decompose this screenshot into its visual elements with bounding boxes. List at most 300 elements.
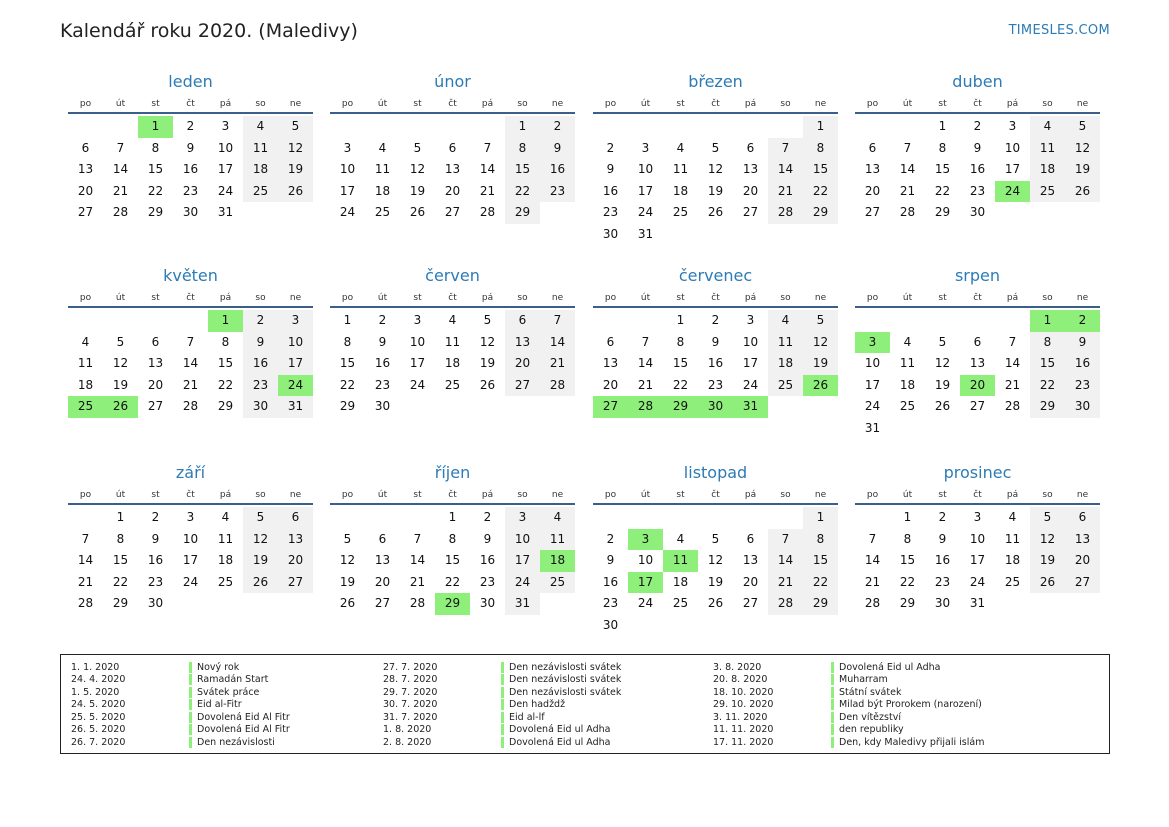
day-cell: 8: [116, 531, 125, 546]
day-cell: 18: [672, 183, 689, 198]
day-cell: 10: [637, 553, 654, 567]
month-listopad: [593, 461, 838, 636]
holiday-date: 31. 7. 2020: [383, 711, 438, 723]
day-cell: 10: [339, 162, 356, 176]
day-cell: 28: [899, 205, 916, 219]
day-cell: 13: [1065, 529, 1100, 551]
day-cell: 11: [768, 332, 803, 354]
day-cell: 3: [278, 310, 313, 332]
day-cell: 4: [676, 531, 685, 546]
month-name: duben: [952, 72, 1003, 91]
day-cell: 7: [868, 531, 877, 546]
legend-row: [373, 661, 621, 674]
day-cell: 23: [707, 377, 724, 392]
holiday-date: 17. 11. 2020: [713, 736, 774, 748]
day-cell: 16: [479, 553, 496, 567]
weekday-label: pá: [219, 490, 232, 500]
weekday-label: ne: [289, 99, 302, 109]
day-cell: 18: [899, 377, 916, 392]
holiday-date: 26. 7. 2020: [71, 736, 126, 748]
day-cell: 1: [138, 116, 173, 138]
day-cell: 26: [1030, 572, 1065, 594]
weekday-header: [68, 485, 313, 505]
day-cell: 5: [278, 116, 313, 138]
weekday-label: pá: [481, 293, 494, 303]
day-grid: [330, 308, 575, 418]
day-cell: 29: [505, 202, 540, 224]
day-cell: 2: [711, 313, 720, 327]
weekday-label: po: [604, 99, 617, 109]
day-cell: 7: [186, 334, 195, 349]
day-cell: 18: [1004, 553, 1021, 567]
day-cell: 28: [628, 396, 663, 418]
day-cell: 30: [147, 596, 164, 610]
day-cell: 23: [540, 181, 575, 203]
holiday-name: Muharram: [839, 674, 888, 686]
day-cell: 11: [374, 162, 391, 176]
day-cell: 16: [602, 183, 619, 198]
day-cell: 17: [969, 553, 986, 567]
day-cell: 13: [864, 162, 881, 176]
day-cell: 26: [278, 181, 313, 203]
day-cell: 20: [1065, 550, 1100, 572]
day-cell: 13: [742, 162, 759, 176]
day-cell: 12: [409, 162, 426, 176]
day-cell: 25: [768, 375, 803, 397]
day-cell: 7: [903, 140, 912, 155]
day-cell: 17: [409, 356, 426, 370]
holiday-marker: [831, 674, 834, 685]
day-cell: 4: [221, 510, 230, 524]
weekday-label: pá: [219, 99, 232, 109]
day-cell: 16: [602, 574, 619, 589]
empty-cell: [365, 507, 400, 529]
day-cell: 29: [435, 593, 470, 615]
day-cell: 31: [217, 205, 234, 219]
weekday-label: st: [938, 99, 947, 109]
holiday-date: 26. 5. 2020: [71, 724, 126, 736]
day-cell: 3: [505, 507, 540, 529]
day-cell: 12: [934, 356, 951, 370]
weekday-label: st: [413, 293, 422, 303]
month-name: prosinec: [943, 463, 1012, 482]
day-cell: 21: [479, 183, 496, 198]
day-cell: 17: [637, 183, 654, 198]
holiday-marker: [501, 662, 504, 673]
day-cell: 19: [409, 183, 426, 198]
weekday-label: út: [902, 293, 913, 303]
holiday-date: 2. 8. 2020: [383, 736, 432, 748]
holiday-date: 1. 5. 2020: [71, 686, 120, 698]
day-cell: 13: [77, 162, 94, 176]
weekday-label: pá: [744, 99, 757, 109]
day-cell: 23: [182, 183, 199, 198]
day-cell: 5: [343, 531, 352, 546]
weekday-label: ne: [814, 99, 827, 109]
day-cell: 8: [448, 531, 457, 546]
day-cell: 15: [899, 553, 916, 567]
holiday-marker: [189, 687, 192, 698]
day-cell: 25: [1004, 574, 1021, 589]
day-cell: 9: [186, 140, 195, 155]
holiday-date: 1. 8. 2020: [383, 724, 432, 736]
day-cell: 16: [707, 356, 724, 370]
legend-row: [703, 661, 984, 674]
weekday-label: pá: [219, 293, 232, 303]
month-name: červen: [425, 266, 480, 285]
day-cell: 5: [711, 531, 720, 546]
holiday-marker: [501, 724, 504, 735]
day-cell: 24: [409, 377, 426, 392]
day-cell: 20: [505, 353, 540, 375]
weekday-label: so: [517, 490, 528, 500]
day-cell: 17: [217, 162, 234, 176]
day-cell: 13: [444, 162, 461, 176]
day-cell: 24: [637, 596, 654, 610]
weekday-label: st: [151, 99, 160, 109]
holiday-name: Svátek práce: [197, 686, 260, 698]
day-grid: [330, 114, 575, 224]
day-cell: 12: [243, 529, 278, 551]
empty-cell: [768, 116, 803, 138]
day-cell: 3: [186, 510, 195, 524]
weekday-label: út: [115, 293, 126, 303]
day-cell: 27: [742, 596, 759, 610]
weekday-label: po: [79, 490, 92, 500]
month-září: [68, 461, 313, 615]
legend-row: [703, 736, 984, 749]
day-cell: 15: [505, 159, 540, 181]
weekday-label: so: [517, 293, 528, 303]
weekday-header: [330, 288, 575, 308]
holiday-name: Státní svátek: [839, 686, 902, 698]
day-cell: 29: [147, 205, 164, 219]
day-cell: 24: [339, 205, 356, 219]
day-cell: 21: [1004, 377, 1021, 392]
legend-row: [61, 736, 290, 749]
day-cell: 30: [602, 617, 619, 632]
weekday-header: [593, 485, 838, 505]
weekday-label: po: [866, 490, 879, 500]
holiday-name: den republiky: [839, 724, 904, 736]
weekday-label: ne: [551, 99, 564, 109]
empty-cell: [890, 310, 925, 332]
day-cell: 18: [672, 574, 689, 589]
day-cell: 17: [1004, 162, 1021, 176]
day-cell: 27: [969, 399, 986, 413]
day-cell: 24: [278, 375, 313, 397]
month-name: únor: [434, 72, 471, 91]
empty-cell: [663, 507, 698, 529]
day-cell: 16: [934, 553, 951, 567]
weekday-label: ne: [814, 490, 827, 500]
day-cell: 26: [103, 396, 138, 418]
holiday-name: Den vítězství: [839, 711, 901, 723]
legend-column: [703, 661, 984, 749]
day-cell: 25: [374, 205, 391, 219]
day-cell: 6: [973, 334, 982, 349]
day-cell: 12: [707, 553, 724, 567]
day-cell: 21: [899, 183, 916, 198]
day-cell: 20: [77, 183, 94, 198]
day-cell: 20: [742, 574, 759, 589]
day-cell: 12: [1065, 138, 1100, 160]
day-cell: 12: [112, 356, 129, 370]
day-cell: 22: [672, 377, 689, 392]
empty-cell: [593, 507, 628, 529]
day-cell: 12: [479, 334, 496, 349]
month-únor: [330, 70, 575, 224]
day-cell: 10: [217, 140, 234, 155]
day-cell: 15: [934, 162, 951, 176]
day-cell: 15: [672, 356, 689, 370]
day-cell: 28: [112, 205, 129, 219]
weekday-label: po: [604, 490, 617, 500]
day-cell: 2: [186, 119, 195, 133]
day-cell: 7: [413, 531, 422, 546]
weekday-label: pá: [481, 99, 494, 109]
day-cell: 28: [768, 202, 803, 224]
empty-cell: [365, 116, 400, 138]
day-cell: 16: [969, 162, 986, 176]
day-cell: 25: [444, 377, 461, 392]
day-cell: 30: [969, 205, 986, 219]
empty-cell: [330, 116, 365, 138]
day-cell: 12: [707, 162, 724, 176]
day-cell: 31: [637, 226, 654, 241]
holiday-date: 30. 7. 2020: [383, 699, 438, 711]
day-cell: 29: [112, 596, 129, 610]
day-cell: 30: [374, 399, 391, 413]
weekday-header: [68, 94, 313, 114]
day-cell: 14: [77, 553, 94, 567]
day-cell: 6: [746, 140, 755, 155]
weekday-label: st: [413, 490, 422, 500]
day-cell: 3: [413, 313, 422, 327]
day-cell: 1: [505, 116, 540, 138]
day-cell: 1: [1030, 310, 1065, 332]
day-cell: 28: [479, 205, 496, 219]
page-title: Kalendář roku 2020. (Maledivy): [60, 20, 358, 42]
day-cell: 15: [217, 356, 234, 370]
day-cell: 23: [969, 183, 986, 198]
weekday-label: po: [341, 490, 354, 500]
day-cell: 8: [151, 140, 160, 155]
holiday-name: Eid al-Fitr: [197, 699, 242, 711]
day-cell: 12: [1030, 529, 1065, 551]
weekday-label: ne: [551, 490, 564, 500]
day-cell: 2: [606, 140, 615, 155]
weekday-label: čt: [186, 293, 195, 303]
day-cell: 22: [444, 574, 461, 589]
day-cell: 17: [742, 356, 759, 370]
day-cell: 20: [444, 183, 461, 198]
month-name: září: [175, 463, 206, 482]
day-cell: 4: [1030, 116, 1065, 138]
day-cell: 3: [641, 140, 650, 155]
day-cell: 9: [973, 140, 982, 155]
day-cell: 19: [243, 550, 278, 572]
day-cell: 28: [409, 596, 426, 610]
holiday-name: Dovolená Eid ul Adha: [509, 736, 611, 748]
empty-cell: [68, 310, 103, 332]
holiday-date: 3. 8. 2020: [713, 661, 762, 673]
day-cell: 2: [378, 313, 387, 327]
day-cell: 7: [768, 529, 803, 551]
day-cell: 19: [479, 356, 496, 370]
holiday-marker: [831, 699, 834, 710]
day-cell: 5: [1030, 507, 1065, 529]
site-link[interactable]: TIMESLES.COM: [1008, 23, 1110, 38]
day-cell: 3: [855, 332, 890, 354]
day-cell: 2: [151, 510, 160, 524]
day-cell: 23: [1065, 375, 1100, 397]
empty-cell: [593, 116, 628, 138]
day-cell: 8: [505, 138, 540, 160]
legend-row: [61, 661, 290, 674]
weekday-label: ne: [1076, 293, 1089, 303]
month-name: listopad: [683, 463, 748, 482]
day-cell: 10: [1004, 140, 1021, 155]
day-cell: 21: [540, 353, 575, 375]
legend-column: [61, 661, 290, 749]
holiday-marker: [501, 737, 504, 748]
day-cell: 8: [938, 140, 947, 155]
empty-cell: [855, 507, 890, 529]
weekday-label: út: [902, 99, 913, 109]
day-cell: 4: [243, 116, 278, 138]
day-cell: 4: [903, 334, 912, 349]
day-cell: 28: [182, 399, 199, 413]
month-duben: [855, 70, 1100, 224]
day-cell: 1: [676, 313, 685, 327]
day-cell: 7: [483, 140, 492, 155]
day-cell: 15: [1030, 353, 1065, 375]
weekday-label: út: [377, 490, 388, 500]
day-cell: 13: [505, 332, 540, 354]
holiday-marker: [189, 662, 192, 673]
day-cell: 3: [628, 529, 663, 551]
holiday-name: Dovolená Eid Al Fitr: [197, 711, 290, 723]
day-cell: 5: [483, 313, 492, 327]
day-cell: 18: [217, 553, 234, 567]
day-cell: 19: [1065, 159, 1100, 181]
day-cell: 28: [77, 596, 94, 610]
legend-row: [61, 711, 290, 724]
weekday-label: st: [938, 293, 947, 303]
day-cell: 16: [540, 159, 575, 181]
weekday-label: čt: [448, 490, 457, 500]
day-cell: 20: [374, 574, 391, 589]
empty-cell: [400, 507, 435, 529]
day-cell: 13: [147, 356, 164, 370]
weekday-label: so: [255, 99, 266, 109]
day-cell: 18: [77, 377, 94, 392]
day-cell: 5: [1065, 116, 1100, 138]
day-cell: 30: [182, 205, 199, 219]
day-grid: [855, 114, 1100, 224]
weekday-label: pá: [1006, 99, 1019, 109]
weekday-label: po: [604, 293, 617, 303]
day-cell: 17: [278, 353, 313, 375]
day-cell: 13: [278, 529, 313, 551]
holiday-date: 24. 5. 2020: [71, 699, 126, 711]
day-cell: 29: [339, 399, 356, 413]
day-cell: 5: [711, 140, 720, 155]
day-cell: 26: [934, 399, 951, 413]
weekday-label: pá: [744, 490, 757, 500]
day-cell: 6: [81, 140, 90, 155]
day-cell: 20: [742, 183, 759, 198]
holiday-date: 27. 7. 2020: [383, 661, 438, 673]
day-cell: 11: [1030, 138, 1065, 160]
day-cell: 31: [864, 420, 881, 435]
day-cell: 27: [864, 205, 881, 219]
day-cell: 24: [969, 574, 986, 589]
empty-cell: [925, 310, 960, 332]
weekday-label: čt: [973, 99, 982, 109]
day-cell: 19: [278, 159, 313, 181]
day-cell: 30: [243, 396, 278, 418]
day-cell: 25: [68, 396, 103, 418]
day-grid: [855, 505, 1100, 615]
day-cell: 7: [81, 531, 90, 546]
day-cell: 27: [593, 396, 628, 418]
empty-cell: [103, 116, 138, 138]
day-cell: 3: [746, 313, 755, 327]
day-grid: [593, 114, 838, 245]
month-name: leden: [168, 72, 213, 91]
day-cell: 9: [711, 334, 720, 349]
holiday-marker: [189, 724, 192, 735]
month-červen: [330, 264, 575, 418]
day-cell: 20: [960, 375, 995, 397]
weekday-label: pá: [1006, 293, 1019, 303]
day-cell: 6: [1065, 507, 1100, 529]
day-cell: 14: [899, 162, 916, 176]
holiday-name: Nový rok: [197, 661, 240, 673]
weekday-label: út: [115, 490, 126, 500]
weekday-label: čt: [711, 99, 720, 109]
day-cell: 27: [147, 399, 164, 413]
weekday-label: ne: [1076, 99, 1089, 109]
day-cell: 25: [217, 574, 234, 589]
weekday-header: [855, 288, 1100, 308]
day-cell: 10: [182, 531, 199, 546]
holiday-marker: [189, 712, 192, 723]
legend-row: [703, 711, 984, 724]
day-cell: 2: [938, 510, 947, 524]
month-name: květen: [163, 266, 218, 285]
day-cell: 8: [676, 334, 685, 349]
empty-cell: [470, 116, 505, 138]
day-cell: 2: [1065, 310, 1100, 332]
day-cell: 30: [602, 226, 619, 241]
empty-cell: [663, 116, 698, 138]
day-cell: 14: [637, 356, 654, 370]
holiday-date: 25. 5. 2020: [71, 711, 126, 723]
holiday-name: Eid al-lf: [509, 711, 545, 723]
day-cell: 22: [147, 183, 164, 198]
day-cell: 6: [746, 531, 755, 546]
day-cell: 23: [374, 377, 391, 392]
month-srpen: [855, 264, 1100, 439]
weekday-label: so: [255, 490, 266, 500]
legend-row: [61, 686, 290, 699]
weekday-label: po: [866, 99, 879, 109]
day-cell: 15: [444, 553, 461, 567]
weekday-label: čt: [973, 293, 982, 303]
